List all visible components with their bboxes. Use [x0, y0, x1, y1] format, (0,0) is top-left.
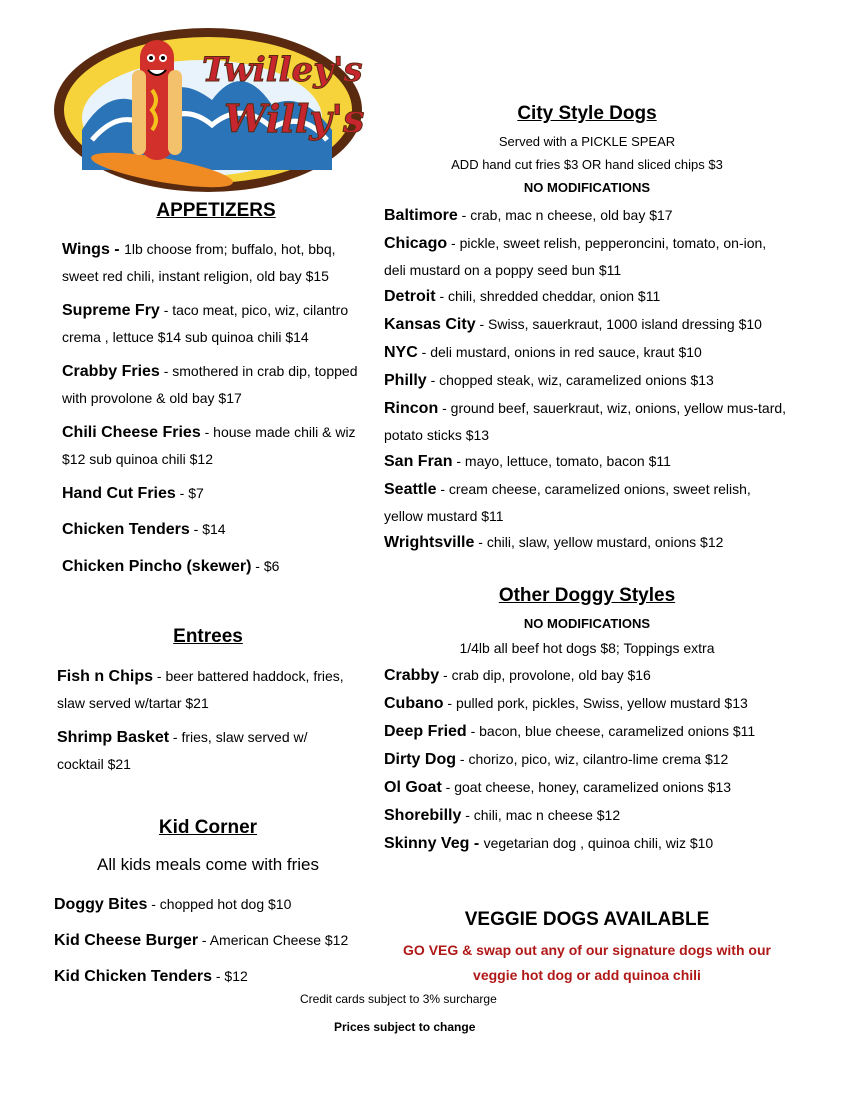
item-name: Fish n Chips	[57, 668, 153, 685]
menu-item	[384, 690, 792, 717]
item-name: Chicago	[384, 235, 448, 252]
item-desc: - crab, mac n cheese, old bay $17	[457, 207, 673, 223]
menu-item	[384, 830, 792, 857]
item-name: Baltimore	[384, 207, 458, 224]
item-desc: - chili, shredded cheddar, onion $11	[435, 288, 661, 304]
city-dogs-sub2: ADD hand cut fries $3 OR hand sliced chips $3	[451, 157, 723, 172]
menu-item	[384, 283, 792, 310]
item-desc: - beer battered haddock, fries, slaw served w/tartar $21	[57, 668, 344, 711]
item-desc: - chili, mac n cheese $12	[461, 807, 621, 823]
menu-item	[57, 724, 352, 777]
appetizers-title: APPETIZERS	[156, 200, 276, 221]
item-name: Philly	[384, 372, 427, 389]
menu-item	[57, 663, 352, 716]
entrees-title: Entrees	[173, 626, 243, 647]
item-name: Doggy Bites	[54, 896, 148, 913]
item-desc: - $6	[251, 558, 280, 574]
menu-item	[62, 236, 374, 289]
veggie-title: VEGGIE DOGS AVAILABLE	[464, 909, 710, 930]
menu-item	[62, 419, 374, 472]
menu-item	[62, 516, 374, 543]
item-name: Deep Fried	[384, 723, 467, 740]
other-dogs-title: Other Doggy Styles	[498, 585, 676, 606]
item-desc: 1lb choose from; buffalo, hot, bbq, sweet red chili, instant religion, old bay $15	[62, 241, 336, 284]
menu-item	[384, 339, 792, 366]
menu-item	[384, 230, 779, 283]
item-name: Chili Cheese Fries	[62, 424, 201, 441]
item-name: Kansas City	[384, 316, 476, 333]
menu-item	[384, 311, 792, 338]
menu-item	[62, 358, 374, 411]
item-name: Detroit	[384, 288, 436, 305]
item-desc: - fries, slaw served w/ cocktail $21	[57, 729, 308, 772]
item-desc: - $7	[175, 485, 204, 501]
item-name: Wrightsville	[384, 534, 475, 551]
kid-corner-title: Kid Corner	[158, 817, 258, 838]
menu-item	[384, 202, 792, 229]
item-desc: - smothered in crab dip, topped with provolone & old bay $17	[62, 363, 358, 406]
menu-item	[384, 802, 792, 829]
item-name: Kid Chicken Tenders	[54, 968, 212, 985]
menu-item	[62, 553, 374, 580]
item-desc: - goat cheese, honey, caramelized onions $13	[441, 779, 732, 795]
menu-item	[54, 963, 374, 990]
other-dogs-sub2: 1/4lb all beef hot dogs $8; Toppings extra	[459, 640, 715, 656]
item-name: Kid Cheese Burger	[54, 932, 199, 949]
logo-text-line1: Twilley's	[202, 50, 363, 90]
menu-item	[384, 718, 792, 745]
surcharge-note: Credit cards subject to 3% surcharge	[300, 992, 497, 1006]
menu-item	[384, 774, 792, 801]
item-name: Crabby	[384, 667, 440, 684]
menu-item	[384, 476, 786, 529]
item-name: Wings -	[62, 241, 125, 258]
restaurant-logo	[52, 20, 364, 195]
menu-item	[62, 297, 374, 350]
item-name: NYC	[384, 344, 418, 361]
menu-item	[54, 891, 374, 918]
item-name: Skinny Veg -	[384, 835, 484, 852]
item-name: Shorebilly	[384, 807, 462, 824]
item-desc: - bacon, blue cheese, caramelized onions $11	[466, 723, 756, 739]
city-dogs-title: City Style Dogs	[517, 103, 657, 124]
veggie-line1: GO VEG & swap out any of our signature dogs with our	[403, 942, 771, 958]
item-desc: - deli mustard, onions in red sauce, kraut $10	[417, 344, 702, 360]
city-dogs-sub3: NO MODIFICATIONS	[523, 180, 651, 195]
veggie-line2: veggie hot dog or add quinoa chili	[473, 967, 701, 983]
item-desc: - mayo, lettuce, tomato, bacon $11	[452, 453, 671, 469]
menu-item	[54, 927, 374, 954]
menu-item	[384, 395, 792, 448]
item-desc: - Swiss, sauerkraut, 1000 island dressing $10	[475, 316, 762, 332]
item-name: Chicken Pincho (skewer)	[62, 558, 252, 575]
menu-item	[384, 662, 792, 689]
item-desc: - chopped hot dog $10	[147, 896, 292, 912]
item-desc: - crab dip, provolone, old bay $16	[439, 667, 651, 683]
menu-item	[384, 529, 792, 556]
item-name: Chicken Tenders	[62, 521, 190, 538]
logo-text-line2: Willy's	[224, 96, 365, 141]
item-desc: - American Cheese $12	[198, 932, 349, 948]
item-name: Hand Cut Fries	[62, 485, 176, 502]
item-desc: - pickle, sweet relish, pepperoncini, tomato, on-ion, deli mustard on a poppy seed bun $11	[384, 235, 767, 278]
menu-item	[384, 746, 792, 773]
menu-item	[384, 367, 792, 394]
item-name: Rincon	[384, 400, 439, 417]
item-name: Seattle	[384, 481, 437, 498]
item-desc: - chopped steak, wiz, caramelized onions $13	[426, 372, 714, 388]
item-name: Dirty Dog	[384, 751, 456, 768]
item-desc: - taco meat, pico, wiz, cilantro crema , lettuce $14 sub quinoa chili $14	[62, 302, 349, 345]
item-desc: - cream cheese, caramelized onions, sweet relish, yellow mustard $11	[384, 481, 751, 524]
item-name: Supreme Fry	[62, 302, 160, 319]
item-desc: - chili, slaw, yellow mustard, onions $12	[474, 534, 724, 550]
other-dogs-sub1: NO MODIFICATIONS	[523, 616, 651, 631]
item-name: Cubano	[384, 695, 444, 712]
item-name: Crabby Fries	[62, 363, 160, 380]
city-dogs-sub1: Served with a PICKLE SPEAR	[498, 134, 676, 149]
item-desc: - pulled pork, pickles, Swiss, yellow mustard $13	[443, 695, 748, 711]
item-desc: - $12	[211, 968, 248, 984]
item-name: Shrimp Basket	[57, 729, 170, 746]
item-desc: - house made chili & wiz $12 sub quinoa chili $12	[62, 424, 356, 467]
menu-item	[62, 480, 374, 507]
item-desc: - ground beef, sauerkraut, wiz, onions, yellow mus-tard, potato sticks $13	[384, 400, 787, 443]
prices-note: Prices subject to change	[334, 1020, 476, 1034]
item-name: San Fran	[384, 453, 453, 470]
item-desc: - chorizo, pico, wiz, cilantro-lime crema $12	[456, 751, 729, 767]
item-desc: vegetarian dog , quinoa chili, wiz $10	[483, 835, 714, 851]
item-name: Ol Goat	[384, 779, 442, 796]
item-desc: - $14	[189, 521, 226, 537]
kid-corner-note: All kids meals come with fries	[96, 855, 319, 874]
menu-item	[384, 448, 792, 475]
